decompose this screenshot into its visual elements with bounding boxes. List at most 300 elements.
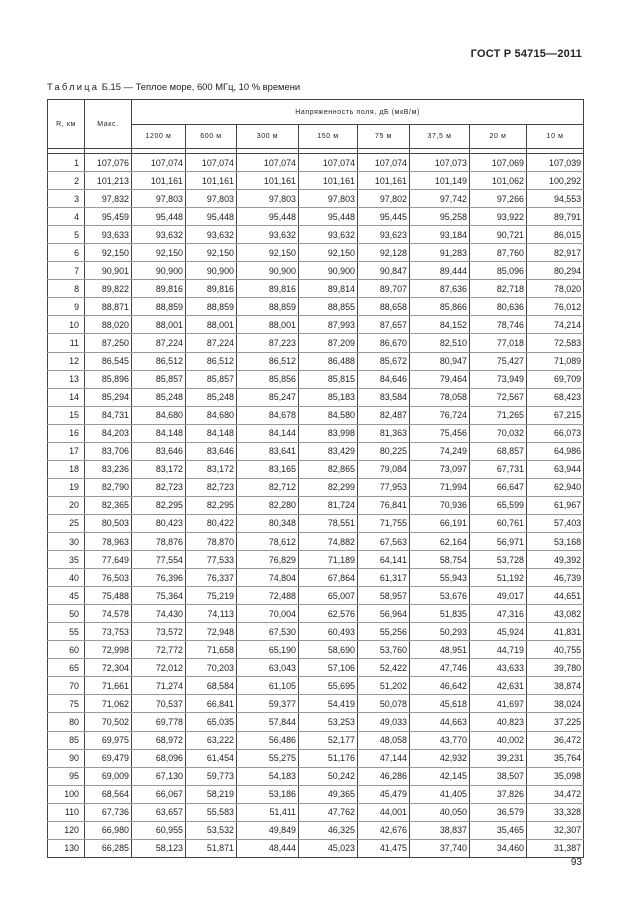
value-cell: 97,832 <box>85 190 132 208</box>
table-row <box>48 262 584 280</box>
distance-cell: 1 <box>48 154 85 172</box>
value-cell: 32,307 <box>527 821 584 839</box>
value-cell: 58,754 <box>410 551 470 569</box>
value-cell: 52,422 <box>358 659 410 677</box>
value-cell: 85,815 <box>299 370 358 388</box>
value-cell: 47,144 <box>358 749 410 767</box>
value-cell: 42,676 <box>358 821 410 839</box>
value-cell: 76,724 <box>410 406 470 424</box>
table-row <box>48 370 584 388</box>
value-cell: 73,572 <box>132 623 186 641</box>
value-cell: 68,096 <box>132 749 186 767</box>
value-cell: 71,189 <box>299 551 358 569</box>
value-cell: 43,633 <box>470 659 527 677</box>
distance-cell: 75 <box>48 695 85 713</box>
value-cell: 74,214 <box>527 316 584 334</box>
value-cell: 61,105 <box>237 677 299 695</box>
distance-cell: 60 <box>48 641 85 659</box>
table-row <box>48 244 584 262</box>
distance-cell: 4 <box>48 208 85 226</box>
value-cell: 61,967 <box>527 496 584 514</box>
value-cell: 63,043 <box>237 659 299 677</box>
value-cell: 86,512 <box>186 352 237 370</box>
value-cell: 94,553 <box>527 190 584 208</box>
value-cell: 53,253 <box>299 713 358 731</box>
column-header-10m: 10 м <box>527 125 584 149</box>
value-cell: 89,707 <box>358 280 410 298</box>
value-cell: 67,130 <box>132 767 186 785</box>
value-cell: 90,900 <box>186 262 237 280</box>
value-cell: 88,001 <box>237 316 299 334</box>
value-cell: 76,012 <box>527 298 584 316</box>
value-cell: 76,503 <box>85 569 132 587</box>
value-cell: 68,564 <box>85 785 132 803</box>
table-row <box>48 803 584 821</box>
value-cell: 84,680 <box>186 406 237 424</box>
value-cell: 66,980 <box>85 821 132 839</box>
table-row <box>48 208 584 226</box>
table-row <box>48 623 584 641</box>
value-cell: 71,755 <box>358 514 410 532</box>
table-row <box>48 280 584 298</box>
value-cell: 60,493 <box>299 623 358 641</box>
value-cell: 83,172 <box>132 460 186 478</box>
column-header-150m: 150 м <box>299 125 358 149</box>
value-cell: 41,405 <box>410 785 470 803</box>
value-cell: 36,579 <box>470 803 527 821</box>
table-row <box>48 334 584 352</box>
value-cell: 83,646 <box>186 442 237 460</box>
value-cell: 75,427 <box>470 352 527 370</box>
value-cell: 73,949 <box>470 370 527 388</box>
value-cell: 39,231 <box>470 749 527 767</box>
value-cell: 57,403 <box>527 514 584 532</box>
value-cell: 53,760 <box>358 641 410 659</box>
value-cell: 87,636 <box>410 280 470 298</box>
value-cell: 93,633 <box>85 226 132 244</box>
distance-cell: 8 <box>48 280 85 298</box>
value-cell: 84,678 <box>237 406 299 424</box>
value-cell: 74,113 <box>186 605 237 623</box>
distance-cell: 50 <box>48 605 85 623</box>
value-cell: 93,632 <box>299 226 358 244</box>
value-cell: 82,487 <box>358 406 410 424</box>
value-cell: 72,583 <box>527 334 584 352</box>
column-header-1200m: 1200 м <box>132 125 186 149</box>
value-cell: 76,829 <box>237 551 299 569</box>
value-cell: 71,994 <box>410 478 470 496</box>
value-cell: 85,247 <box>237 388 299 406</box>
value-cell: 84,152 <box>410 316 470 334</box>
value-cell: 67,864 <box>299 569 358 587</box>
value-cell: 62,576 <box>299 605 358 623</box>
value-cell: 71,658 <box>186 641 237 659</box>
distance-cell: 80 <box>48 713 85 731</box>
value-cell: 53,168 <box>527 532 584 550</box>
value-cell: 46,286 <box>358 767 410 785</box>
value-cell: 35,098 <box>527 767 584 785</box>
value-cell: 42,932 <box>410 749 470 767</box>
value-cell: 82,917 <box>527 244 584 262</box>
value-cell: 50,078 <box>358 695 410 713</box>
value-cell: 55,943 <box>410 569 470 587</box>
distance-cell: 25 <box>48 514 85 532</box>
table-row <box>48 767 584 785</box>
distance-cell: 10 <box>48 316 85 334</box>
value-cell: 38,874 <box>527 677 584 695</box>
caption-dash: — <box>123 81 133 92</box>
value-cell: 93,184 <box>410 226 470 244</box>
distance-cell: 18 <box>48 460 85 478</box>
distance-cell: 5 <box>48 226 85 244</box>
value-cell: 67,736 <box>85 803 132 821</box>
value-cell: 87,224 <box>132 334 186 352</box>
value-cell: 87,223 <box>237 334 299 352</box>
value-cell: 87,209 <box>299 334 358 352</box>
distance-cell: 100 <box>48 785 85 803</box>
value-cell: 88,001 <box>132 316 186 334</box>
value-cell: 63,222 <box>186 731 237 749</box>
value-cell: 107,074 <box>299 154 358 172</box>
value-cell: 72,948 <box>186 623 237 641</box>
value-cell: 68,972 <box>132 731 186 749</box>
value-cell: 56,971 <box>470 532 527 550</box>
value-cell: 70,502 <box>85 713 132 731</box>
value-cell: 70,936 <box>410 496 470 514</box>
value-cell: 71,089 <box>527 352 584 370</box>
value-cell: 83,998 <box>299 424 358 442</box>
value-cell: 55,256 <box>358 623 410 641</box>
table-row <box>48 496 584 514</box>
value-cell: 67,215 <box>527 406 584 424</box>
value-cell: 89,822 <box>85 280 132 298</box>
value-cell: 78,963 <box>85 532 132 550</box>
value-cell: 80,503 <box>85 514 132 532</box>
value-cell: 77,649 <box>85 551 132 569</box>
value-cell: 77,953 <box>358 478 410 496</box>
value-cell: 69,009 <box>85 767 132 785</box>
value-cell: 63,944 <box>527 460 584 478</box>
value-cell: 75,219 <box>186 587 237 605</box>
distance-cell: 55 <box>48 623 85 641</box>
value-cell: 83,646 <box>132 442 186 460</box>
value-cell: 55,695 <box>299 677 358 695</box>
distance-cell: 85 <box>48 731 85 749</box>
value-cell: 92,150 <box>186 244 237 262</box>
value-cell: 41,831 <box>527 623 584 641</box>
table-body <box>48 154 584 858</box>
value-cell: 93,632 <box>237 226 299 244</box>
caption-label: Таблица <box>47 81 100 92</box>
value-cell: 57,844 <box>237 713 299 731</box>
value-cell: 83,584 <box>358 388 410 406</box>
distance-cell: 30 <box>48 532 85 550</box>
column-header-20m: 20 м <box>470 125 527 149</box>
value-cell: 79,084 <box>358 460 410 478</box>
table-row <box>48 749 584 767</box>
table-row <box>48 785 584 803</box>
value-cell: 76,841 <box>358 496 410 514</box>
table-row <box>48 478 584 496</box>
value-cell: 85,857 <box>132 370 186 388</box>
value-cell: 74,430 <box>132 605 186 623</box>
value-cell: 48,951 <box>410 641 470 659</box>
value-cell: 44,663 <box>410 713 470 731</box>
column-header-r-km: R, км <box>48 100 85 149</box>
value-cell: 51,835 <box>410 605 470 623</box>
value-cell: 97,803 <box>299 190 358 208</box>
value-cell: 58,123 <box>132 839 186 857</box>
value-cell: 84,144 <box>237 424 299 442</box>
value-cell: 50,242 <box>299 767 358 785</box>
value-cell: 72,772 <box>132 641 186 659</box>
value-cell: 84,731 <box>85 406 132 424</box>
value-cell: 84,680 <box>132 406 186 424</box>
table-row <box>48 587 584 605</box>
distance-cell: 2 <box>48 172 85 190</box>
value-cell: 40,823 <box>470 713 527 731</box>
value-cell: 95,448 <box>132 208 186 226</box>
value-cell: 87,224 <box>186 334 237 352</box>
value-cell: 47,762 <box>299 803 358 821</box>
table-row <box>48 442 584 460</box>
page-number: 93 <box>570 857 582 868</box>
column-header-75m: 75 м <box>358 125 410 149</box>
value-cell: 71,274 <box>132 677 186 695</box>
value-cell: 107,074 <box>358 154 410 172</box>
value-cell: 85,857 <box>186 370 237 388</box>
value-cell: 92,150 <box>299 244 358 262</box>
distance-cell: 19 <box>48 478 85 496</box>
value-cell: 101,161 <box>132 172 186 190</box>
table-row <box>48 713 584 731</box>
table-row <box>48 731 584 749</box>
value-cell: 88,871 <box>85 298 132 316</box>
table-row <box>48 695 584 713</box>
distance-cell: 17 <box>48 442 85 460</box>
value-cell: 70,203 <box>186 659 237 677</box>
value-cell: 85,248 <box>186 388 237 406</box>
value-cell: 83,429 <box>299 442 358 460</box>
value-cell: 46,739 <box>527 569 584 587</box>
value-cell: 89,816 <box>186 280 237 298</box>
value-cell: 64,141 <box>358 551 410 569</box>
distance-cell: 40 <box>48 569 85 587</box>
table-row <box>48 821 584 839</box>
value-cell: 50,293 <box>410 623 470 641</box>
value-cell: 41,475 <box>358 839 410 857</box>
value-cell: 75,364 <box>132 587 186 605</box>
value-cell: 100,292 <box>527 172 584 190</box>
value-cell: 82,295 <box>186 496 237 514</box>
value-cell: 97,803 <box>132 190 186 208</box>
value-cell: 53,186 <box>237 785 299 803</box>
value-cell: 78,020 <box>527 280 584 298</box>
value-cell: 86,670 <box>358 334 410 352</box>
table-caption <box>47 81 300 92</box>
value-cell: 80,225 <box>358 442 410 460</box>
value-cell: 84,148 <box>186 424 237 442</box>
value-cell: 62,164 <box>410 532 470 550</box>
value-cell: 45,479 <box>358 785 410 803</box>
value-cell: 31,387 <box>527 839 584 857</box>
value-cell: 97,803 <box>186 190 237 208</box>
value-cell: 90,901 <box>85 262 132 280</box>
caption-number: Б.15 <box>101 81 121 92</box>
value-cell: 70,004 <box>237 605 299 623</box>
value-cell: 88,855 <box>299 298 358 316</box>
value-cell: 93,922 <box>470 208 527 226</box>
table-row <box>48 659 584 677</box>
value-cell: 83,641 <box>237 442 299 460</box>
value-cell: 85,856 <box>237 370 299 388</box>
table-row <box>48 154 584 172</box>
value-cell: 60,955 <box>132 821 186 839</box>
value-cell: 49,365 <box>299 785 358 803</box>
value-cell: 88,658 <box>358 298 410 316</box>
value-cell: 70,537 <box>132 695 186 713</box>
value-cell: 85,248 <box>132 388 186 406</box>
field-strength-table <box>47 99 584 858</box>
value-cell: 69,975 <box>85 731 132 749</box>
distance-cell: 14 <box>48 388 85 406</box>
value-cell: 84,148 <box>132 424 186 442</box>
value-cell: 80,422 <box>186 514 237 532</box>
value-cell: 86,512 <box>132 352 186 370</box>
value-cell: 90,900 <box>237 262 299 280</box>
value-cell: 58,690 <box>299 641 358 659</box>
value-cell: 65,035 <box>186 713 237 731</box>
distance-cell: 35 <box>48 551 85 569</box>
value-cell: 107,074 <box>186 154 237 172</box>
column-header-max: Макс. <box>85 100 132 149</box>
value-cell: 71,661 <box>85 677 132 695</box>
value-cell: 86,488 <box>299 352 358 370</box>
table-row <box>48 532 584 550</box>
value-cell: 93,623 <box>358 226 410 244</box>
value-cell: 67,563 <box>358 532 410 550</box>
value-cell: 107,039 <box>527 154 584 172</box>
value-cell: 66,285 <box>85 839 132 857</box>
value-cell: 74,804 <box>237 569 299 587</box>
value-cell: 68,584 <box>186 677 237 695</box>
distance-cell: 6 <box>48 244 85 262</box>
value-cell: 56,964 <box>358 605 410 623</box>
value-cell: 91,283 <box>410 244 470 262</box>
group-header-field-strength: Напряженность поля, дБ (мкВ/м) <box>132 100 584 125</box>
value-cell: 53,728 <box>470 551 527 569</box>
value-cell: 37,826 <box>470 785 527 803</box>
value-cell: 66,191 <box>410 514 470 532</box>
value-cell: 97,802 <box>358 190 410 208</box>
value-cell: 82,365 <box>85 496 132 514</box>
value-cell: 75,456 <box>410 424 470 442</box>
value-cell: 83,172 <box>186 460 237 478</box>
value-cell: 87,250 <box>85 334 132 352</box>
value-cell: 78,876 <box>132 532 186 550</box>
value-cell: 90,900 <box>132 262 186 280</box>
value-cell: 45,023 <box>299 839 358 857</box>
value-cell: 75,488 <box>85 587 132 605</box>
value-cell: 54,419 <box>299 695 358 713</box>
value-cell: 63,657 <box>132 803 186 821</box>
value-cell: 85,294 <box>85 388 132 406</box>
table-row <box>48 172 584 190</box>
distance-cell: 20 <box>48 496 85 514</box>
table-row <box>48 406 584 424</box>
value-cell: 101,161 <box>237 172 299 190</box>
value-cell: 90,847 <box>358 262 410 280</box>
value-cell: 101,213 <box>85 172 132 190</box>
value-cell: 80,348 <box>237 514 299 532</box>
distance-cell: 90 <box>48 749 85 767</box>
value-cell: 87,657 <box>358 316 410 334</box>
value-cell: 49,849 <box>237 821 299 839</box>
value-cell: 92,150 <box>132 244 186 262</box>
value-cell: 51,871 <box>186 839 237 857</box>
distance-cell: 120 <box>48 821 85 839</box>
value-cell: 89,444 <box>410 262 470 280</box>
value-cell: 47,316 <box>470 605 527 623</box>
table-row <box>48 298 584 316</box>
value-cell: 35,764 <box>527 749 584 767</box>
value-cell: 70,032 <box>470 424 527 442</box>
value-cell: 76,396 <box>132 569 186 587</box>
table-row <box>48 460 584 478</box>
value-cell: 82,790 <box>85 478 132 496</box>
value-cell: 58,957 <box>358 587 410 605</box>
value-cell: 84,646 <box>358 370 410 388</box>
distance-cell: 13 <box>48 370 85 388</box>
value-cell: 82,712 <box>237 478 299 496</box>
value-cell: 51,192 <box>470 569 527 587</box>
column-header-300m: 300 м <box>237 125 299 149</box>
value-cell: 80,294 <box>527 262 584 280</box>
value-cell: 45,924 <box>470 623 527 641</box>
value-cell: 95,448 <box>186 208 237 226</box>
value-cell: 77,533 <box>186 551 237 569</box>
distance-cell: 110 <box>48 803 85 821</box>
value-cell: 86,512 <box>237 352 299 370</box>
value-cell: 38,837 <box>410 821 470 839</box>
value-cell: 101,161 <box>299 172 358 190</box>
value-cell: 66,067 <box>132 785 186 803</box>
value-cell: 86,015 <box>527 226 584 244</box>
value-cell: 68,423 <box>527 388 584 406</box>
value-cell: 51,411 <box>237 803 299 821</box>
value-cell: 38,507 <box>470 767 527 785</box>
value-cell: 58,219 <box>186 785 237 803</box>
value-cell: 51,202 <box>358 677 410 695</box>
value-cell: 82,723 <box>132 478 186 496</box>
value-cell: 85,096 <box>470 262 527 280</box>
distance-cell: 65 <box>48 659 85 677</box>
value-cell: 71,265 <box>470 406 527 424</box>
value-cell: 55,583 <box>186 803 237 821</box>
value-cell: 35,465 <box>470 821 527 839</box>
value-cell: 59,773 <box>186 767 237 785</box>
value-cell: 33,328 <box>527 803 584 821</box>
value-cell: 92,128 <box>358 244 410 262</box>
value-cell: 68,857 <box>470 442 527 460</box>
distance-cell: 16 <box>48 424 85 442</box>
value-cell: 36,472 <box>527 731 584 749</box>
table-row <box>48 352 584 370</box>
value-cell: 56,486 <box>237 731 299 749</box>
value-cell: 42,145 <box>410 767 470 785</box>
value-cell: 39,780 <box>527 659 584 677</box>
value-cell: 83,236 <box>85 460 132 478</box>
